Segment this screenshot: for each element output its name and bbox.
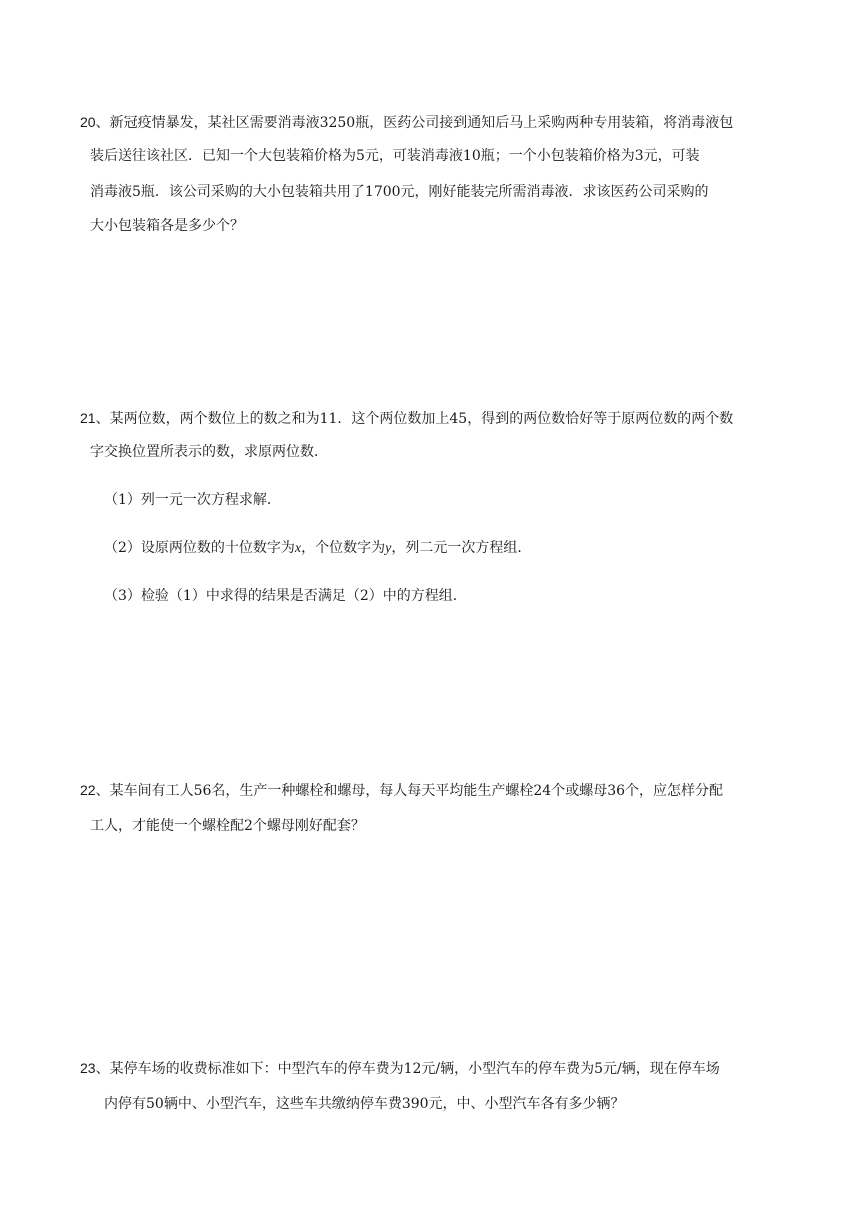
problem-20-text-1: 新冠疫情暴发，某社区需要消毒液3250瓶，医药公司接到通知后马上采购两种专用装箱，将消毒液包 xyxy=(109,115,734,131)
problem-22-number: 22、 xyxy=(80,782,110,798)
problem-21-number: 21、 xyxy=(80,410,110,426)
subpart-2-text-b: ，个位数字为 xyxy=(301,540,386,556)
variable-x: x xyxy=(294,541,302,556)
problem-23-number: 23、 xyxy=(80,1060,110,1076)
problem-20-number: 20、 xyxy=(80,114,110,130)
problem-23-line-1 xyxy=(80,1058,720,1078)
problem-23-line-2: 内停有50辆中、小型汽车，这些车共缴纳停车费390元，中、小型汽车各有多少辆？ xyxy=(104,1096,625,1112)
problem-20-line-4: 大小包装箱各是多少个？ xyxy=(90,218,244,234)
problem-21-text-1: 某两位数，两个数位上的数之和为11．这个两位数加上45，得到的两位数恰好等于原两位数的两个数 xyxy=(109,411,734,427)
subpart-2-text-c: ，列二元一次方程组． xyxy=(391,540,532,556)
problem-21-subpart-1: （1）列一元一次方程求解． xyxy=(104,492,281,508)
problem-21-subpart-3: （3）检验（1）中求得的结果是否满足（2）中的方程组． xyxy=(104,588,467,604)
problem-20-line-1 xyxy=(80,112,733,132)
problem-21-subpart-2 xyxy=(104,538,531,558)
problem-21-line-2: 字交换位置所表示的数，求原两位数． xyxy=(90,444,328,460)
problem-22-text-1: 某车间有工人56名，生产一种螺栓和螺母，每人每天平均能生产螺栓24个或螺母36个，应怎样分配 xyxy=(109,783,724,799)
problem-22-line-2: 工人，才能使一个螺栓配2个螺母刚好配套？ xyxy=(90,818,365,834)
problem-22-line-1 xyxy=(80,780,723,800)
problem-20-line-3: 消毒液5瓶．该公司采购的大小包装箱共用了1700元，刚好能装完所需消毒液．求该医药公司采购的 xyxy=(90,184,709,200)
problem-20-line-2: 装后送往该社区．已知一个大包装箱价格为5元，可装消毒液10瓶；一个小包装箱价格为3元，可装 xyxy=(90,148,700,164)
variable-y: y xyxy=(385,541,392,556)
subpart-2-text-a: （2）设原两位数的十位数字为 xyxy=(104,540,295,556)
problem-21-line-1 xyxy=(80,408,733,428)
problem-23-text-1: 某停车场的收费标准如下：中型汽车的停车费为12元/辆，小型汽车的停车费为5元/辆，现在停车场 xyxy=(109,1061,720,1077)
